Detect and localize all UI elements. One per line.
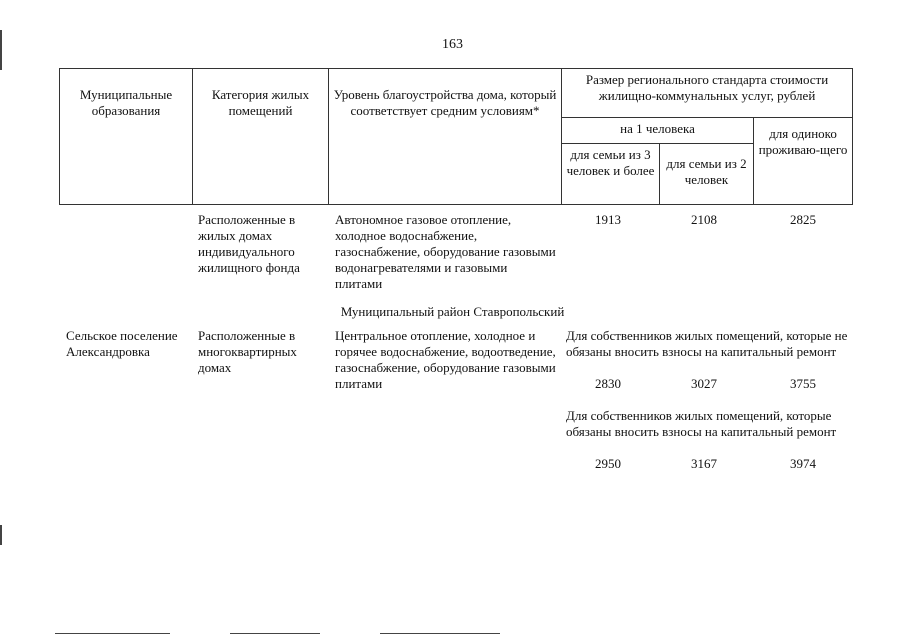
header-category: Категория жилых помещений bbox=[193, 69, 329, 205]
row2-b-single: 3974 bbox=[790, 456, 816, 471]
header-family2: для семьи из 2 человек bbox=[660, 144, 754, 205]
scan-artifact bbox=[230, 633, 320, 634]
header-municipal: Муниципальные образования bbox=[60, 69, 193, 205]
row2-municipal: Сельское поселение Александровка bbox=[66, 328, 178, 359]
section-title: Муниципальный район Ставропольский bbox=[340, 304, 565, 319]
row2-a-single: 3755 bbox=[790, 376, 816, 391]
row1-value-family2: 2108 bbox=[691, 212, 717, 227]
row2-b-family3: 2950 bbox=[595, 456, 621, 471]
row2-a-family2: 3027 bbox=[691, 376, 717, 391]
row2-category: Расположенные в многоквартирных домах bbox=[198, 328, 297, 375]
header-table bbox=[59, 68, 853, 205]
header-level: Уровень благоустройства дома, который соответствует средним условиям* bbox=[329, 69, 562, 205]
scan-artifact bbox=[380, 633, 500, 634]
header-single: для одиноко проживаю-щего bbox=[754, 118, 853, 205]
header-size: Размер регионального стандарта стоимости жилищно-коммунальных услуг, рублей bbox=[562, 69, 853, 118]
row2-note-no-capital: Для собственников жилых помещений, которые не обязаны вносить взносы на капитальный ремонт bbox=[566, 328, 848, 359]
row2-note-with-capital: Для собственников жилых помещений, которые обязаны вносить взносы на капитальный ремонт bbox=[566, 408, 837, 439]
row1-value-family3: 1913 bbox=[595, 212, 621, 227]
scan-artifact bbox=[0, 525, 2, 545]
row1-level: Автономное газовое отопление, холодное водоснабжение, газоснабжение, оборудование газовыми водонагревателями и газовыми плитами bbox=[335, 212, 556, 291]
row1-category: Расположенные в жилых домах индивидуального жилищного фонда bbox=[198, 212, 300, 275]
header-per-person: на 1 человека bbox=[562, 118, 754, 144]
scan-artifact bbox=[55, 633, 170, 634]
row2-level: Центральное отопление, холодное и горячее водоснабжение, водоотведение, газоснабжение, оборудование газовыми плитами bbox=[335, 328, 556, 391]
row1-value-single: 2825 bbox=[790, 212, 816, 227]
scan-artifact bbox=[0, 30, 2, 70]
row2-b-family2: 3167 bbox=[691, 456, 717, 471]
header-family3: для семьи из 3 человек и более bbox=[562, 144, 660, 205]
page-number: 163 bbox=[442, 37, 463, 52]
row2-a-family3: 2830 bbox=[595, 376, 621, 391]
